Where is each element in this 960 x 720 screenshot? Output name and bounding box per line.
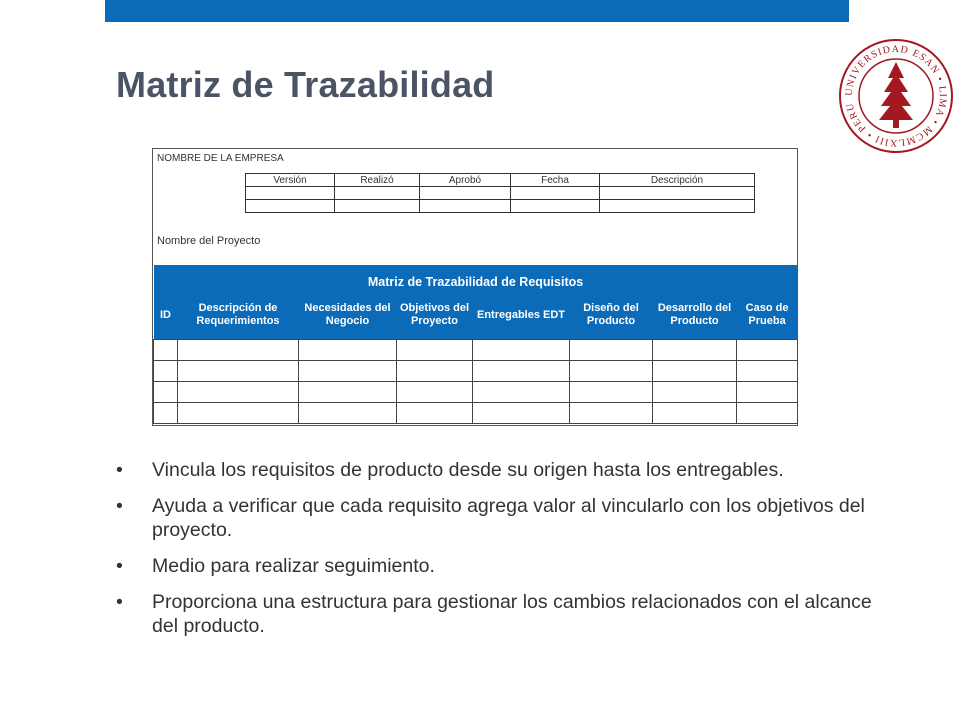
list-item — [116, 494, 896, 542]
table-row — [154, 361, 798, 382]
list-item-text: Vincula los requisitos de producto desde su origen hasta los entregables. — [152, 459, 784, 481]
seal-ring-text: UNIVERSIDAD ESAN • LIMA • MCMLXIII • PERU — [843, 43, 949, 149]
page-title: Matriz de Trazabilidad — [116, 64, 495, 105]
column-header-product-development: Desarrollo del Producto — [653, 291, 737, 340]
column-header-project-objectives: Objetivos del Proyecto — [397, 291, 473, 340]
column-header-deliverables: Entregables EDT — [473, 291, 570, 340]
traceability-form — [152, 148, 798, 426]
project-label: Nombre del Proyecto — [157, 235, 261, 247]
list-item — [116, 554, 896, 578]
matrix-title: Matriz de Trazabilidad de Requisitos — [154, 265, 798, 291]
tree-seal-icon — [879, 62, 913, 128]
bullet-icon: • — [116, 591, 123, 613]
list-item — [116, 458, 896, 482]
version-table — [245, 173, 755, 213]
realizo-header: Realizó — [335, 174, 420, 187]
list-item-text: Ayuda a verificar que cada requisito agrega valor al vincularlo con los objetivos del proyecto. — [152, 495, 865, 541]
table-row — [154, 403, 798, 424]
university-seal-logo — [838, 38, 954, 154]
column-header-product-design: Diseño del Producto — [570, 291, 653, 340]
list-item-text: Medio para realizar seguimiento. — [152, 555, 435, 577]
fecha-header: Fecha — [511, 174, 600, 187]
top-accent-bar — [105, 0, 849, 22]
version-header: Versión — [246, 174, 335, 187]
column-header-description: Descripción de Requerimientos — [178, 291, 299, 340]
list-item — [116, 590, 896, 638]
bullet-icon: • — [116, 555, 123, 577]
table-row — [154, 382, 798, 403]
column-header-id: ID — [154, 291, 178, 340]
list-item-text: Proporciona una estructura para gestionar los cambios relacionados con el alcance del producto. — [152, 591, 872, 637]
bullet-icon: • — [116, 495, 123, 517]
column-header-test-case: Caso de Prueba — [737, 291, 798, 340]
table-row — [154, 340, 798, 361]
company-label: NOMBRE DE LA EMPRESA — [157, 153, 284, 164]
column-header-business-needs: Necesidades del Negocio — [299, 291, 397, 340]
bullet-icon: • — [116, 459, 123, 481]
aprobo-header: Aprobó — [420, 174, 511, 187]
version-row — [246, 200, 755, 213]
bullet-list — [116, 458, 896, 650]
descripcion-header: Descripción — [600, 174, 755, 187]
traceability-matrix — [153, 265, 798, 424]
version-row — [246, 187, 755, 200]
